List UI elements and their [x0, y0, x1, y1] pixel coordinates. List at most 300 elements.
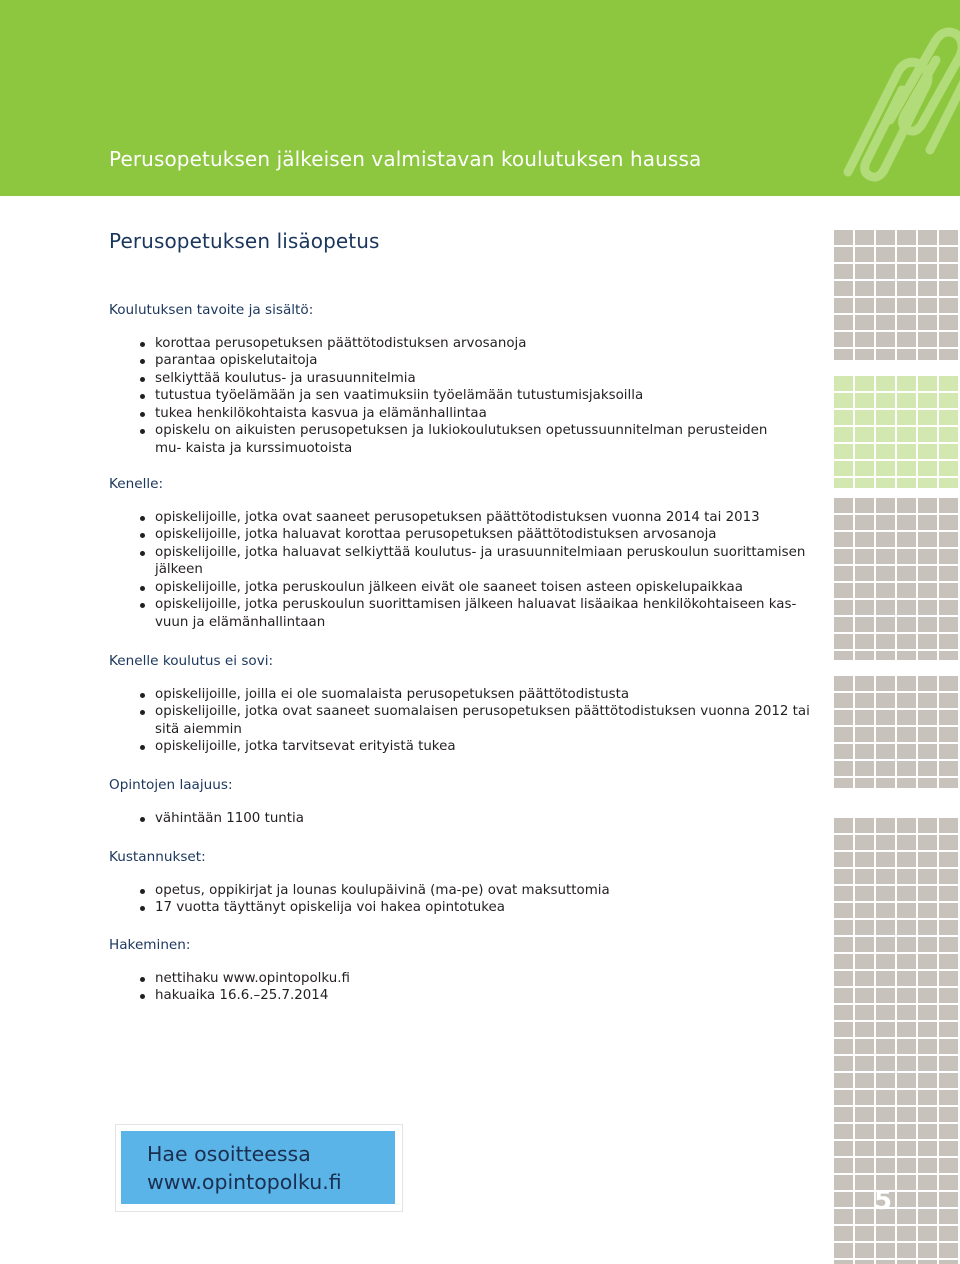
grid-cell [939, 393, 958, 408]
grid-cell [918, 1209, 937, 1224]
grid-cell [918, 1073, 937, 1088]
grid-cell [918, 852, 937, 867]
grid-cell [918, 1243, 937, 1258]
grid-cell [918, 778, 937, 788]
grid-cell [876, 478, 895, 488]
grid-cell [939, 1141, 958, 1156]
grid-cell [897, 515, 916, 530]
grid-cell [834, 1158, 853, 1173]
grid-cell [876, 532, 895, 547]
grid-cell [876, 332, 895, 347]
grid-cell [939, 651, 958, 660]
grid-cell [918, 937, 937, 952]
grid-cell [876, 1039, 895, 1054]
grid-cell [897, 920, 916, 935]
grid-cell [939, 1158, 958, 1173]
grid-cell [855, 1022, 874, 1037]
grid-cell [834, 461, 853, 476]
grid-cell [918, 1107, 937, 1122]
grid-cell [897, 744, 916, 759]
grid-cell [918, 971, 937, 986]
grid-cell [939, 247, 958, 262]
grid-cell [897, 869, 916, 884]
grid-cell [834, 1124, 853, 1139]
grid-cell [897, 393, 916, 408]
grid-cell [939, 937, 958, 952]
grid-cell [876, 1005, 895, 1020]
section-target-group [109, 476, 829, 631]
grid-cell [876, 954, 895, 969]
grid-cell [897, 1175, 916, 1190]
grid-cell [855, 761, 874, 776]
grid-cell [834, 903, 853, 918]
grid-cell [834, 393, 853, 408]
grid-cell [939, 281, 958, 296]
grid-cell [939, 988, 958, 1003]
grid-cell [876, 393, 895, 408]
list-item: hakuaika 16.6.–25.7.2014 [109, 987, 829, 1005]
grid-cell [918, 315, 937, 330]
grid-cell [939, 1192, 958, 1207]
grid-cell [876, 427, 895, 442]
grid-cell [876, 1260, 895, 1264]
grid-cell [876, 461, 895, 476]
grid-cell [855, 566, 874, 581]
grid-cell [918, 444, 937, 459]
grid-cell [876, 1022, 895, 1037]
grid-cell [834, 954, 853, 969]
grid-cell [939, 1260, 958, 1264]
grid-cell [897, 1141, 916, 1156]
grid-cell [939, 461, 958, 476]
grid-cell [939, 1226, 958, 1241]
list-item: opiskelijoille, jotka tarvitsevat erityistä tukea [109, 738, 829, 756]
grid-cell [897, 566, 916, 581]
grid-cell [855, 1226, 874, 1241]
grid-cell [897, 532, 916, 547]
grid-cell [897, 693, 916, 708]
grid-cell [834, 583, 853, 598]
section-not-suitable [109, 653, 829, 756]
decorative-grid [834, 676, 960, 788]
grid-cell [834, 230, 853, 245]
grid-cell [855, 710, 874, 725]
grid-cell [834, 886, 853, 901]
grid-cell [834, 444, 853, 459]
grid-cell [834, 498, 853, 513]
grid-cell [834, 600, 853, 615]
bullet-list [109, 882, 829, 917]
grid-cell [855, 971, 874, 986]
grid-cell [855, 937, 874, 952]
grid-cell [876, 1073, 895, 1088]
grid-cell [855, 1141, 874, 1156]
grid-cell [834, 1243, 853, 1258]
grid-cell [834, 920, 853, 935]
grid-cell [939, 1005, 958, 1020]
grid-cell [897, 461, 916, 476]
grid-cell [897, 727, 916, 742]
list-item: opiskelijoille, jotka ovat saaneet suomalaisen perusopetuksen päättötodistuksen vuonna 2012 tai sitä aiemmin [109, 703, 829, 738]
grid-cell [855, 1073, 874, 1088]
grid-cell [855, 617, 874, 632]
grid-cell [897, 230, 916, 245]
grid-cell [918, 1192, 937, 1207]
decorative-grid [834, 376, 960, 488]
grid-cell [918, 600, 937, 615]
grid-cell [918, 247, 937, 262]
grid-cell [834, 264, 853, 279]
grid-cell [918, 583, 937, 598]
grid-cell [855, 1124, 874, 1139]
banner-title: Perusopetuksen jälkeisen valmistavan koulutuksen haussa [109, 147, 702, 171]
grid-cell [897, 498, 916, 513]
grid-cell [897, 600, 916, 615]
list-item: opetus, oppikirjat ja lounas koulupäivinä (ma-pe) ovat maksuttomia [109, 882, 829, 900]
grid-cell [834, 693, 853, 708]
grid-cell [855, 427, 874, 442]
grid-cell [876, 498, 895, 513]
grid-cell [855, 1039, 874, 1054]
decorative-grid [834, 230, 960, 360]
grid-cell [834, 1056, 853, 1071]
grid-cell [897, 1209, 916, 1224]
grid-cell [834, 1090, 853, 1105]
grid-cell [834, 1073, 853, 1088]
decorative-grid [834, 1124, 960, 1264]
grid-cell [876, 281, 895, 296]
grid-cell [834, 617, 853, 632]
grid-cell [918, 886, 937, 901]
grid-cell [876, 971, 895, 986]
grid-cell [918, 954, 937, 969]
grid-cell [918, 1005, 937, 1020]
paperclip-icon [780, 0, 960, 196]
grid-cell [939, 778, 958, 788]
grid-cell [918, 532, 937, 547]
grid-cell [918, 298, 937, 313]
grid-cell [834, 651, 853, 660]
grid-cell [939, 583, 958, 598]
grid-cell [834, 744, 853, 759]
grid-cell [939, 1175, 958, 1190]
section-scope [109, 777, 829, 827]
grid-cell [939, 676, 958, 691]
grid-cell [876, 651, 895, 660]
grid-cell [918, 478, 937, 488]
grid-cell [897, 1090, 916, 1105]
grid-cell [918, 230, 937, 245]
grid-cell [939, 1209, 958, 1224]
grid-cell [876, 617, 895, 632]
grid-cell [897, 427, 916, 442]
grid-cell [918, 651, 937, 660]
grid-cell [918, 566, 937, 581]
grid-cell [855, 1090, 874, 1105]
grid-cell [834, 988, 853, 1003]
grid-cell [834, 937, 853, 952]
grid-cell [897, 778, 916, 788]
grid-cell [897, 988, 916, 1003]
bullet-list [109, 810, 829, 828]
grid-cell [855, 1243, 874, 1258]
grid-cell [897, 315, 916, 330]
grid-cell [855, 532, 874, 547]
grid-cell [855, 727, 874, 742]
grid-cell [918, 1090, 937, 1105]
grid-cell [897, 903, 916, 918]
grid-cell [834, 1022, 853, 1037]
grid-cell [897, 1192, 916, 1207]
grid-cell [834, 315, 853, 330]
grid-cell [918, 332, 937, 347]
grid-cell [939, 230, 958, 245]
grid-cell [876, 778, 895, 788]
section-heading: Kustannukset: [109, 849, 206, 865]
grid-cell [855, 298, 874, 313]
bullet-list [109, 970, 829, 1005]
grid-cell [939, 727, 958, 742]
grid-cell [876, 835, 895, 850]
list-item: opiskelijoille, jotka haluavat korottaa perusopetuksen päättötodistuksen arvosanoja [109, 526, 829, 544]
callout-box [121, 1131, 395, 1204]
grid-cell [897, 1022, 916, 1037]
section-heading: Koulutuksen tavoite ja sisältö: [109, 302, 314, 318]
grid-cell [939, 332, 958, 347]
page-number: 5 [874, 1186, 893, 1216]
grid-cell [855, 281, 874, 296]
grid-cell [897, 1073, 916, 1088]
grid-cell [939, 710, 958, 725]
grid-cell [876, 761, 895, 776]
grid-cell [855, 954, 874, 969]
grid-cell [855, 583, 874, 598]
grid-cell [918, 1141, 937, 1156]
grid-cell [834, 478, 853, 488]
grid-cell [939, 1056, 958, 1071]
grid-cell [897, 852, 916, 867]
grid-cell [918, 727, 937, 742]
grid-cell [876, 264, 895, 279]
grid-cell [834, 281, 853, 296]
grid-cell [918, 676, 937, 691]
grid-cell [834, 1226, 853, 1241]
grid-cell [834, 566, 853, 581]
grid-cell [876, 600, 895, 615]
bullet-list [109, 686, 829, 756]
grid-cell [834, 1192, 853, 1207]
list-item: tutustua työelämään ja sen vaatimuksiin työelämään tutustumisjaksoilla [109, 387, 829, 405]
grid-cell [876, 1158, 895, 1173]
decorative-grid [834, 498, 960, 660]
grid-cell [939, 410, 958, 425]
grid-cell [918, 1226, 937, 1241]
grid-cell [939, 600, 958, 615]
grid-cell [897, 1260, 916, 1264]
grid-cell [897, 1226, 916, 1241]
grid-cell [876, 852, 895, 867]
grid-cell [855, 332, 874, 347]
grid-cell [855, 920, 874, 935]
grid-cell [939, 264, 958, 279]
grid-cell [834, 1005, 853, 1020]
grid-cell [876, 1243, 895, 1258]
grid-cell [855, 1192, 874, 1207]
grid-cell [834, 515, 853, 530]
grid-cell [834, 427, 853, 442]
grid-cell [876, 1056, 895, 1071]
grid-cell [939, 1022, 958, 1037]
grid-cell [834, 1175, 853, 1190]
grid-cell [939, 478, 958, 488]
grid-cell [855, 393, 874, 408]
grid-cell [918, 818, 937, 833]
grid-cell [834, 818, 853, 833]
grid-cell [939, 566, 958, 581]
grid-cell [939, 761, 958, 776]
list-item: opiskelijoille, jotka haluavat selkiyttää koulutus- ja urasuunnitelmiaan peruskoulun suorittamisen jälkeen [109, 544, 829, 579]
grid-cell [897, 886, 916, 901]
grid-cell [834, 332, 853, 347]
section-heading: Hakeminen: [109, 937, 191, 953]
grid-cell [897, 1039, 916, 1054]
grid-cell [939, 1124, 958, 1139]
grid-cell [855, 515, 874, 530]
grid-cell [918, 1124, 937, 1139]
list-item: opiskelijoille, joilla ei ole suomalaista perusopetuksen päättötodistusta [109, 686, 829, 704]
grid-cell [939, 376, 958, 391]
grid-cell [918, 393, 937, 408]
grid-cell [897, 298, 916, 313]
grid-cell [855, 1005, 874, 1020]
grid-cell [897, 1124, 916, 1139]
grid-cell [834, 852, 853, 867]
grid-cell [855, 778, 874, 788]
grid-cell [897, 410, 916, 425]
grid-cell [939, 298, 958, 313]
grid-cell [939, 818, 958, 833]
grid-cell [855, 1107, 874, 1122]
grid-cell [918, 1260, 937, 1264]
grid-cell [855, 1056, 874, 1071]
bullet-list [109, 335, 829, 458]
callout-link[interactable]: www.opintopolku.fi [147, 1170, 342, 1194]
grid-cell [897, 478, 916, 488]
list-item: opiskelijoille, jotka peruskoulun jälkeen eivät ole saaneet toisen asteen opiskelupaikkaa [109, 579, 829, 597]
section-application [109, 937, 829, 1005]
grid-cell [939, 549, 958, 564]
grid-cell [834, 1107, 853, 1122]
grid-cell [834, 835, 853, 850]
grid-cell [876, 988, 895, 1003]
grid-cell [876, 298, 895, 313]
grid-cell [855, 498, 874, 513]
grid-cell [939, 634, 958, 649]
grid-cell [897, 247, 916, 262]
grid-cell [897, 1243, 916, 1258]
grid-cell [855, 1209, 874, 1224]
grid-cell [897, 971, 916, 986]
grid-cell [897, 1005, 916, 1020]
grid-cell [876, 566, 895, 581]
list-item: tukea henkilökohtaista kasvua ja elämänhallintaa [109, 405, 829, 423]
grid-cell [939, 349, 958, 360]
grid-cell [897, 634, 916, 649]
grid-cell [897, 376, 916, 391]
grid-cell [897, 583, 916, 598]
grid-cell [834, 1141, 853, 1156]
grid-cell [939, 1243, 958, 1258]
grid-cell [834, 634, 853, 649]
grid-cell [855, 247, 874, 262]
grid-cell [855, 676, 874, 691]
grid-cell [897, 835, 916, 850]
grid-cell [876, 410, 895, 425]
grid-cell [834, 1039, 853, 1054]
grid-cell [876, 886, 895, 901]
grid-cell [897, 676, 916, 691]
grid-cell [939, 515, 958, 530]
grid-cell [876, 444, 895, 459]
grid-cell [918, 1039, 937, 1054]
section-heading: Kenelle: [109, 476, 164, 492]
grid-cell [834, 971, 853, 986]
section-costs [109, 849, 829, 917]
bullet-list [109, 509, 829, 632]
grid-cell [918, 1158, 937, 1173]
grid-cell [918, 988, 937, 1003]
grid-cell [855, 376, 874, 391]
grid-cell [918, 920, 937, 935]
grid-cell [855, 478, 874, 488]
grid-cell [876, 230, 895, 245]
grid-cell [876, 903, 895, 918]
list-item: opiskelijoille, jotka ovat saaneet perusopetuksen päättötodistuksen vuonna 2014 tai 2013 [109, 509, 829, 527]
list-item: vähintään 1100 tuntia [109, 810, 829, 828]
grid-cell [918, 693, 937, 708]
grid-cell [939, 954, 958, 969]
grid-cell [897, 332, 916, 347]
grid-cell [855, 869, 874, 884]
grid-cell [918, 549, 937, 564]
grid-cell [939, 617, 958, 632]
grid-cell [918, 349, 937, 360]
grid-cell [897, 264, 916, 279]
grid-cell [834, 1209, 853, 1224]
grid-cell [939, 869, 958, 884]
grid-cell [876, 549, 895, 564]
grid-cell [834, 349, 853, 360]
grid-cell [939, 744, 958, 759]
grid-cell [939, 920, 958, 935]
grid-cell [855, 988, 874, 1003]
grid-cell [855, 1158, 874, 1173]
grid-cell [897, 651, 916, 660]
grid-cell [855, 444, 874, 459]
grid-cell [855, 410, 874, 425]
grid-cell [834, 247, 853, 262]
grid-cell [897, 937, 916, 952]
section-title: Perusopetuksen lisäopetus [109, 229, 380, 253]
grid-cell [897, 1056, 916, 1071]
grid-cell [939, 886, 958, 901]
grid-cell [918, 461, 937, 476]
grid-cell [876, 869, 895, 884]
section-goals [109, 302, 829, 457]
grid-cell [897, 549, 916, 564]
grid-cell [939, 1107, 958, 1122]
grid-cell [876, 676, 895, 691]
